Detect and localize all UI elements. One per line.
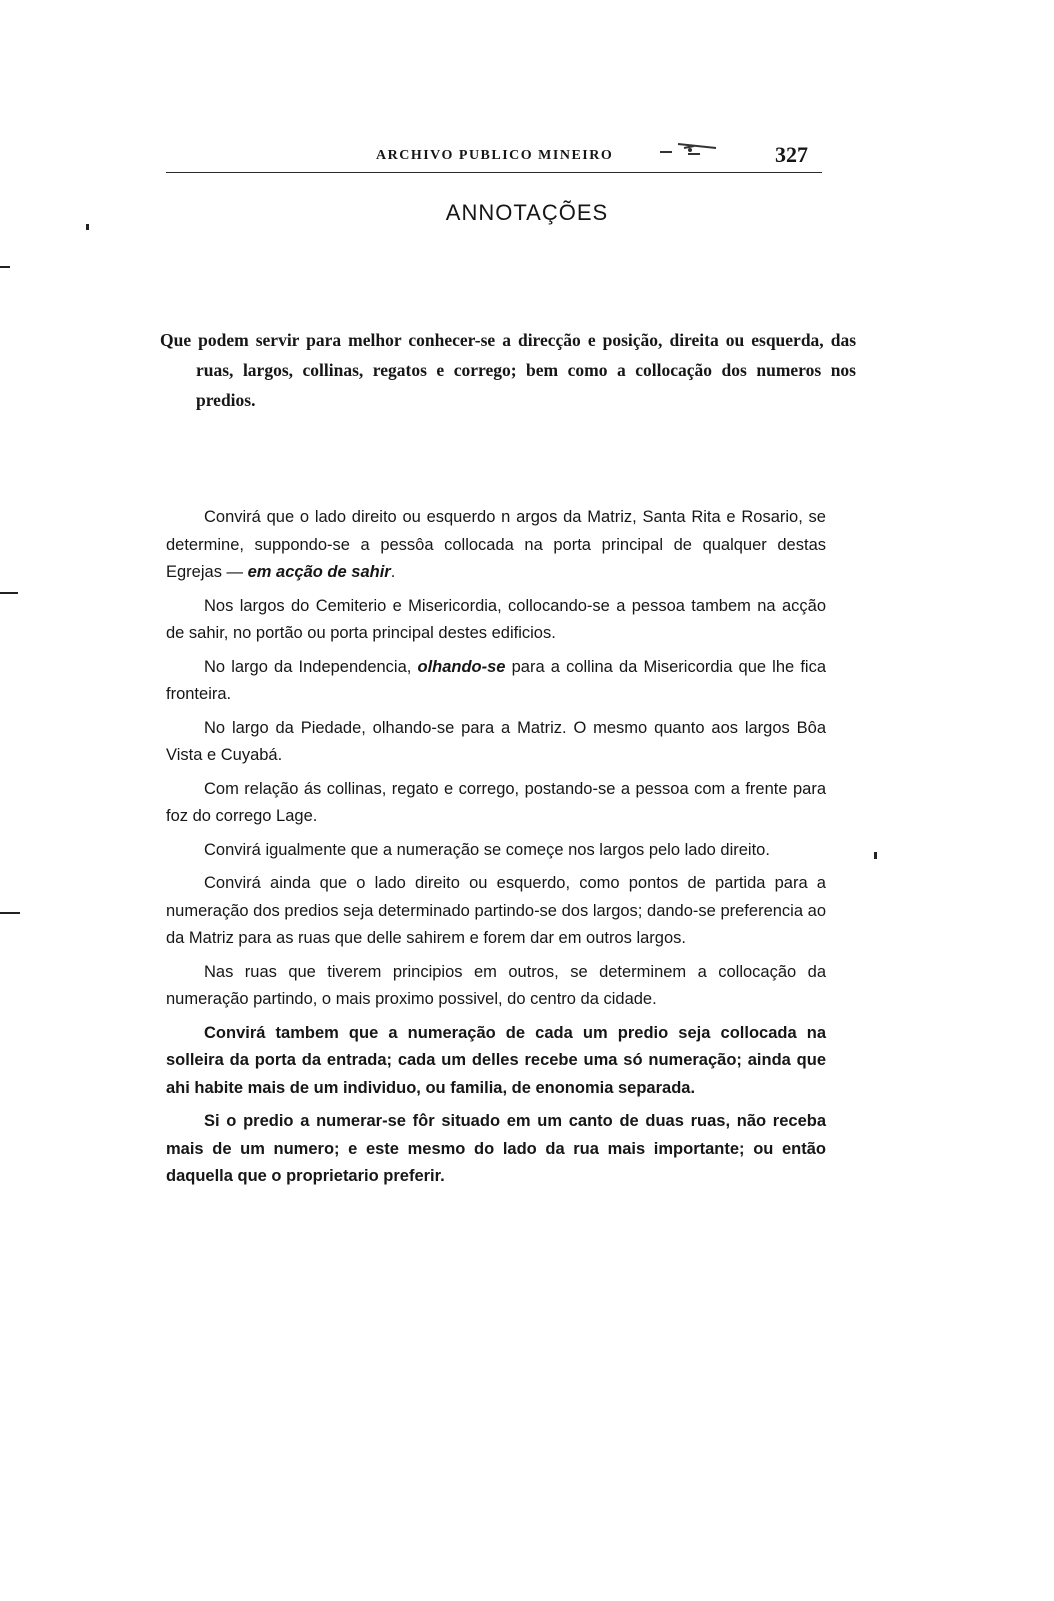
intro-paragraph: Que podem servir para melhor conhecer-se a direcção e posição, direita ou esquerda, das ruas, largos, collinas, regatos e corrego; bem como a collocação dos numeros nos predios. xyxy=(160,330,856,410)
paragraph: Convirá igualmente que a numeração se começe nos largos pelo lado direito. xyxy=(204,840,770,859)
paragraph: Com relação ás collinas, regato e corrego, postando-se a pessoa com a frente para foz do corrego Lage. xyxy=(166,779,826,825)
page-number: 327 xyxy=(775,142,808,167)
paragraph: No largo da Independencia, olhando-se para a collina da Misericordia que lhe fica fronteira. xyxy=(166,657,826,703)
scan-mark xyxy=(874,852,877,859)
running-title: ARCHIVO PUBLICO MINEIRO xyxy=(376,148,614,163)
paragraph: Nas ruas que tiverem principios em outros, se determinem a collocação da numeração partindo, o mais proximo possivel, do centro da cidade. xyxy=(166,962,826,1008)
scan-mark xyxy=(0,266,10,268)
running-header xyxy=(166,142,822,173)
paragraph: Convirá ainda que o lado direito ou esquerdo, como pontos de partida para a numeração dos predios seja determinado partindo-se dos largos; dando-se preferencia ao da Matriz para as ruas que delle sahirem e forem dar em outros largos. xyxy=(166,874,826,947)
paragraph: Convirá tambem que a numeração de cada um predio seja collocada na solleira da porta da entrada; cada um delles recebe uma só numeração; ainda que ahi habite mais de um individuo, ou familia, de enonomia separada. xyxy=(166,1023,826,1097)
scan-mark xyxy=(0,912,20,914)
paragraph: Si o predio a numerar-se fôr situado em um canto de duas ruas, não receba mais de um numero; e este mesmo do lado da rua mais importante; ou então daquella que o proprietario preferir. xyxy=(166,1112,826,1185)
ornament-icon xyxy=(658,136,718,160)
paragraph: Nos largos do Cemiterio e Misericordia, collocando-se a pessoa tambem na acção de sahir, no portão ou porta principal destes edificios. xyxy=(166,596,826,642)
paragraph: No largo da Piedade, olhando-se para a Matriz. O mesmo quanto aos largos Bôa Vista e Cuyabá. xyxy=(166,718,826,764)
paragraph: Convirá que o lado direito ou esquerdo n argos da Matriz, Santa Rita e Rosario, se determine, suppondo-se a pessôa collocada na porta principal de qualquer destas Egrejas — em acção de sahir. xyxy=(166,508,826,581)
body-text xyxy=(166,504,826,1197)
scan-mark xyxy=(0,592,18,594)
page-title: ANNOTAÇÕES xyxy=(445,200,609,225)
